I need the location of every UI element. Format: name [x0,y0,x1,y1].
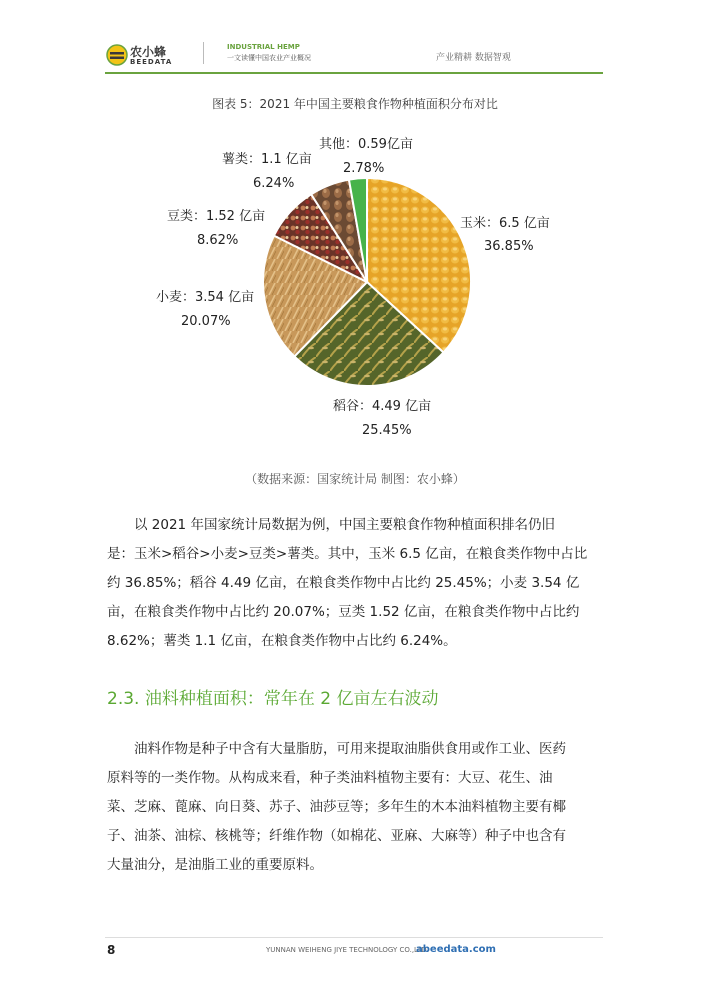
paragraph-1-line: 8.62%；薯类 1.1 亿亩，在粮食类作物中占比约 6.24%。 [107,633,457,649]
paragraph-1-line: 约 36.85%；稻谷 4.49 亿亩，在粮食类作物中占比约 25.45%；小麦 3.54 亿 [107,575,580,591]
pct-rice: 25.45% [362,423,412,438]
pct-beans: 8.62% [197,233,239,248]
page-number: 8 [107,943,116,957]
paragraph-1-line: 以 2021 年国家统计局数据为例，中国主要粮食作物种植面积排名仍旧 [134,517,555,533]
pct-corn: 36.85% [484,239,534,254]
footer-rule [105,937,603,938]
paragraph-2-line: 原料等的一类作物。从构成来看，种子类油料植物主要有：大豆、花生、油 [107,770,553,786]
label-other: 其他：0.59亿亩 [319,137,413,152]
paragraph-2-line: 油料作物是种子中含有大量脂肪，可用来提取油脂供食用或作工业、医药 [134,741,566,757]
paragraph-2-line: 子、油茶、油棕、核桃等；纤维作物（如棉花、亚麻、大麻等）种子中也含有 [107,828,566,844]
label-rice: 稻谷：4.49 亿亩 [333,399,432,414]
pct-other: 2.78% [343,161,385,176]
logo [106,42,206,70]
paragraph-1-line: 亩，在粮食类作物中占比约 20.07%；豆类 1.52 亿亩，在粮食类作物中占比约 [107,604,580,620]
footer-website[interactable]: abeedata.com [416,944,496,955]
paragraph-1-line: 是：玉米>稻谷>小麦>豆类>薯类。其中，玉米 6.5 亿亩，在粮食类作物中占比 [107,546,588,562]
paragraph-2-line: 菜、芝麻、蓖麻、向日葵、苏子、油莎豆等；多年生的木本油料植物主要有椰 [107,799,566,815]
footer-company: YUNNAN WEIHENG JIYE TECHNOLOGY CO.,LTD. [266,946,429,954]
label-wheat: 小麦：3.54 亿亩 [156,290,255,305]
page-header [0,0,710,80]
paragraph-1 [107,511,607,656]
label-tubers: 薯类：1.1 亿亩 [222,152,312,167]
logo-text-cn: 农小蜂 [130,45,167,59]
header-slogan: 产业精耕 数据智观 [436,53,511,63]
pct-tubers: 6.24% [253,176,295,191]
bee-icon [106,44,128,66]
logo-text-en: BEEDATA [130,58,173,66]
chart-title: 图表 5：2021 年中国主要粮食作物种植面积分布对比 [212,97,498,111]
header-subtitle-en: INDUSTRIAL HEMP [227,43,300,51]
header-subtitle-cn: 一文读懂中国农业产业概况 [227,54,311,62]
paragraph-2 [107,735,607,880]
paragraph-2-line: 大量油分，是油脂工业的重要原料。 [107,857,323,873]
pie-chart [260,175,474,389]
chart-source: （数据来源：国家统计局 制图：农小蜂） [245,472,465,486]
section-heading: 2.3. 油料种植面积：常年在 2 亿亩左右波动 [107,689,439,709]
pie-svg [260,175,474,389]
pct-wheat: 20.07% [181,314,231,329]
label-corn: 玉米：6.5 亿亩 [460,216,550,231]
header-rule [105,72,603,74]
header-divider [203,42,204,64]
label-beans: 豆类：1.52 亿亩 [167,209,266,224]
